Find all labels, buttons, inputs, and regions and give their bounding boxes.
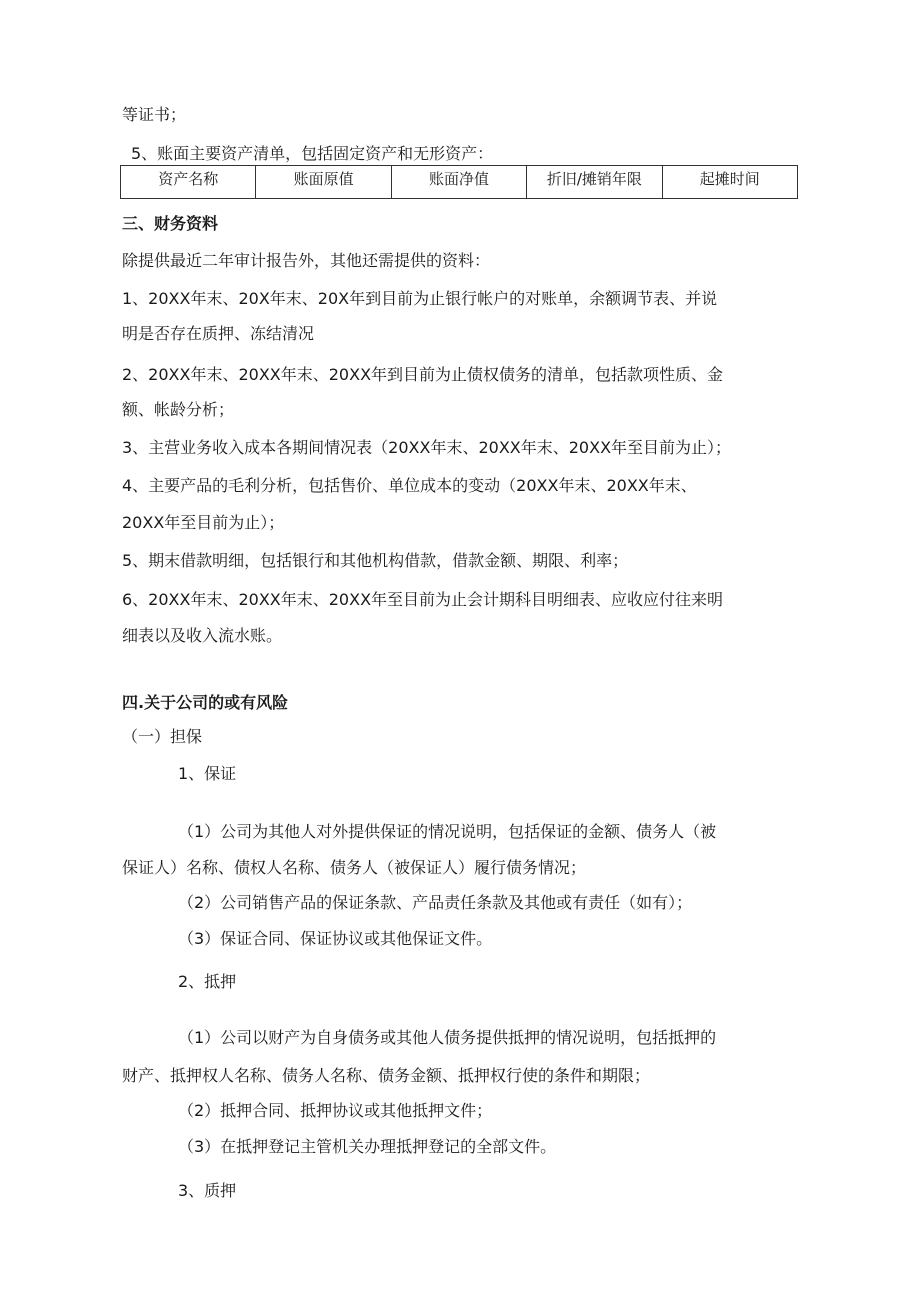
text-line: 1、20XX年末、20X年末、20X年到目前为止银行帐户的对账单，余额调节表、并说 (122, 289, 718, 308)
text-line: （2）抵押合同、抵押协议或其他抵押文件； (178, 1101, 493, 1120)
subsection-heading: （一）担保 (122, 727, 203, 746)
text-line: 3、主营业务收入成本各期间情况表（20XX年末、20XX年末、20XX年至目前为止）； (122, 438, 732, 457)
section-heading: 三、财务资料 (122, 214, 219, 233)
table-header-cell: 资产名称 (121, 166, 256, 199)
item-heading: 2、抵押 (178, 972, 237, 991)
table-header-cell: 账面净值 (391, 166, 526, 199)
text-line: 6、20XX年末、20XX年末、20XX年至目前为止会计期科目明细表、应收应付往来明 (122, 590, 724, 609)
table-header-cell: 折旧/摊销年限 (527, 166, 662, 199)
table-header-cell: 起摊时间 (662, 166, 797, 199)
text-line: 除提供最近二年审计报告外，其他还需提供的资料： (122, 251, 491, 270)
text-line: 细表以及收入流水账。 (122, 626, 283, 645)
asset-list-table (120, 165, 798, 199)
text-line: （2）公司销售产品的保证条款、产品责任条款及其他或有责任（如有）； (178, 893, 693, 912)
text-line: （3）在抵押登记主管机关办理抵押登记的全部文件。 (178, 1137, 557, 1156)
text-line: 保证人）名称、债权人名称、债务人（被保证人）履行债务情况； (122, 858, 587, 877)
section-heading: 四.关于公司的或有风险 (122, 693, 289, 712)
text-line: 5、期末借款明细，包括银行和其他机构借款，借款金额、期限、利率； (122, 551, 629, 570)
text-line: 4、主要产品的毛利分析，包括售价、单位成本的变动（20XX年末、20XX年末、 (122, 476, 697, 495)
text-line: 明是否存在质押、冻结清况 (122, 324, 315, 343)
text-line: 20XX年至目前为止）； (122, 513, 285, 532)
text-line: 额、帐龄分析； (122, 400, 235, 419)
text-line: 财产、抵押权人名称、债务人名称、债务金额、抵押权行使的条件和期限； (122, 1066, 651, 1085)
item-heading: 3、质押 (178, 1181, 237, 1200)
text-line: （1）公司为其他人对外提供保证的情况说明，包括保证的金额、债务人（被 (178, 822, 717, 841)
table-header-row (121, 166, 798, 199)
text-line: 2、20XX年末、20XX年末、20XX年到目前为止债权债务的清单，包括款项性质、金 (122, 365, 724, 384)
table-header-cell: 账面原值 (256, 166, 391, 199)
text-line: （1）公司以财产为自身债务或其他人债务提供抵押的情况说明，包括抵押的 (178, 1028, 717, 1047)
text-line: 5、账面主要资产清单，包括固定资产和无形资产： (131, 144, 494, 163)
text-line: 等证书； (122, 105, 187, 124)
item-heading: 1、保证 (178, 764, 237, 783)
text-line: （3）保证合同、保证协议或其他保证文件。 (178, 929, 493, 948)
